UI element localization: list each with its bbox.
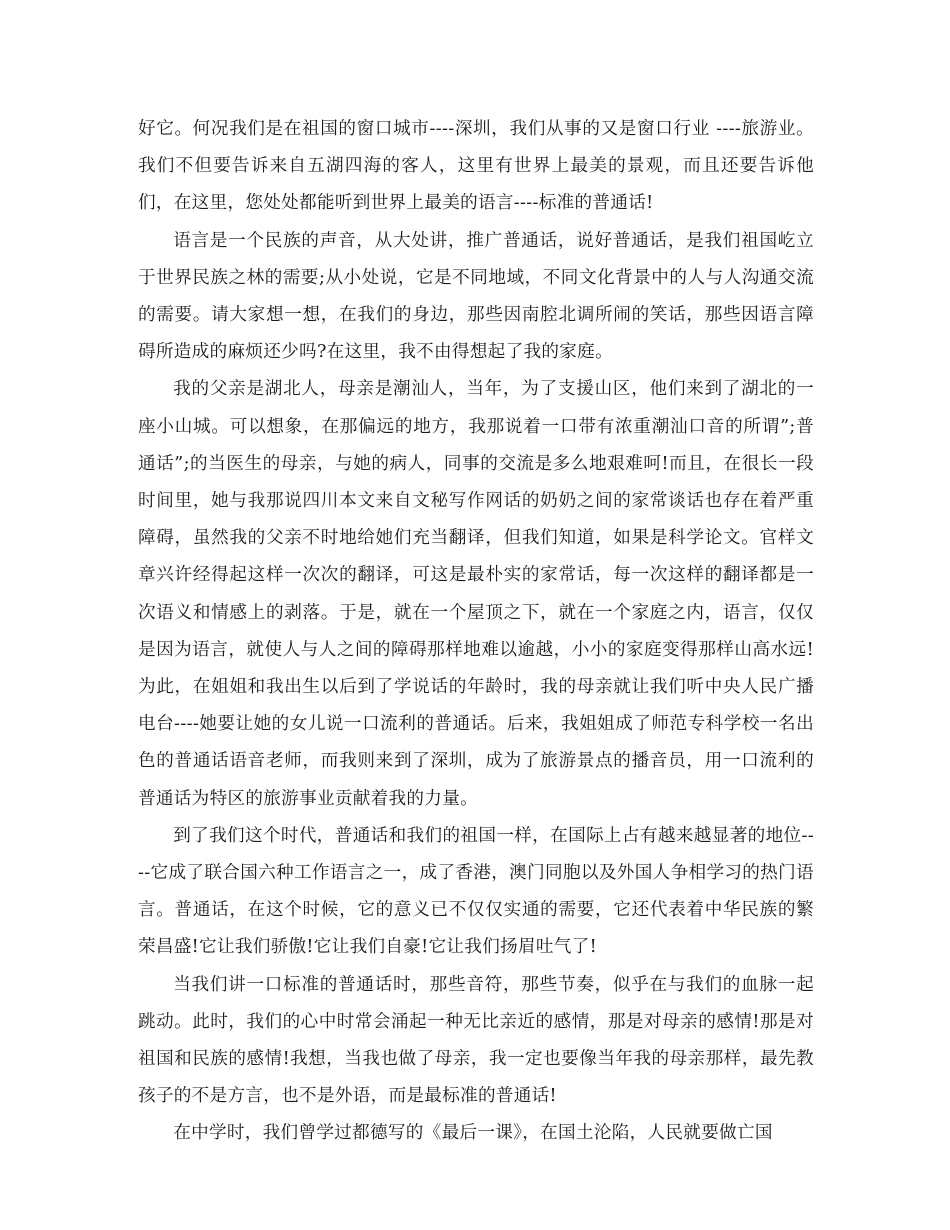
paragraph-3: 我的父亲是湖北人，母亲是潮汕人，当年，为了支援山区，他们来到了湖北的一座小山城。可以想象，在那偏远的地方，我那说着一口带有浓重潮汕口音的所谓”;普通话”;的当医生的母亲，与她的病人，同事的交流是多么地艰难呵!而且，在很长一段时间里，她与我那说四川本文来自文秘写作网话的奶奶之间的家常谈话也存在着严重障碍，虽然我的父亲不时地给她们充当翻译，但我们知道，如果是科学论文。官样文章兴许经得起这样一次次的翻译，可这是最朴实的家常话，每一次这样的翻译都是一次语义和情感上的剥落。于是，就在一个屋顶之下，就在一个家庭之内，语言，仅仅是因为语言，就使人与人之间的障碍那样地难以逾越，小小的家庭变得那样山高水远!为此，在姐姐和我出生以后到了学说话的年龄时，我的母亲就让我们听中央人民广播电台----她要让她的女儿说一口流利的普通话。后来，我姐姐成了师范专科学校一名出色的普通话语音老师，而我则来到了深圳，成为了旅游景点的播音员，用一口流利的普通话为特区的旅游事业贡献着我的力量。 xyxy=(138,379,814,809)
paragraph-6: 在中学时，我们曾学过都德写的《最后一课》，在国土沦陷，人民就要做亡国 xyxy=(173,1123,773,1144)
document-page xyxy=(138,111,814,1153)
paragraph-5: 当我们讲一口标准的普通话时，那些音符，那些节奏，似乎在与我们的血脉一起跳动。此时，我们的心中时常会涌起一种无比亲近的感情，那是对母亲的感情!那是对祖国和民族的感情!我想，当我也做了母亲，我一定也要像当年我的母亲那样，最先教孩子的不是方言，也不是外语，而是最标准的普通话! xyxy=(138,974,814,1107)
paragraph-2: 语言是一个民族的声音，从大处讲，推广普通话，说好普通话，是我们祖国屹立于世界民族之林的需要;从小处说，它是不同地域，不同文化背景中的人与人沟通交流的需要。请大家想一想，在我们的身边，那些因南腔北调所闹的笑话，那些因语言障碍所造成的麻烦还少吗?在这里，我不由得想起了我的家庭。 xyxy=(138,230,814,363)
paragraph-4: 到了我们这个时代，普通话和我们的祖国一样，在国际上占有越来越显著的地位----它成了联合国六种工作语言之一，成了香港，澳门同胞以及外国人争相学习的热门语言。普通话，在这个时候，它的意义已不仅仅实通的需要，它还代表着中华民族的繁荣昌盛!它让我们骄傲!它让我们自豪!它让我们扬眉吐气了! xyxy=(138,825,814,958)
paragraph-1: 好它。何况我们是在祖国的窗口城市----深圳，我们从事的又是窗口行业 ----旅游业。我们不但要告诉来自五湖四海的客人，这里有世界上最美的景观，而且还要告诉他们，在这里，您处处都能听到世界上最美的语言----标准的普通话! xyxy=(138,119,814,214)
